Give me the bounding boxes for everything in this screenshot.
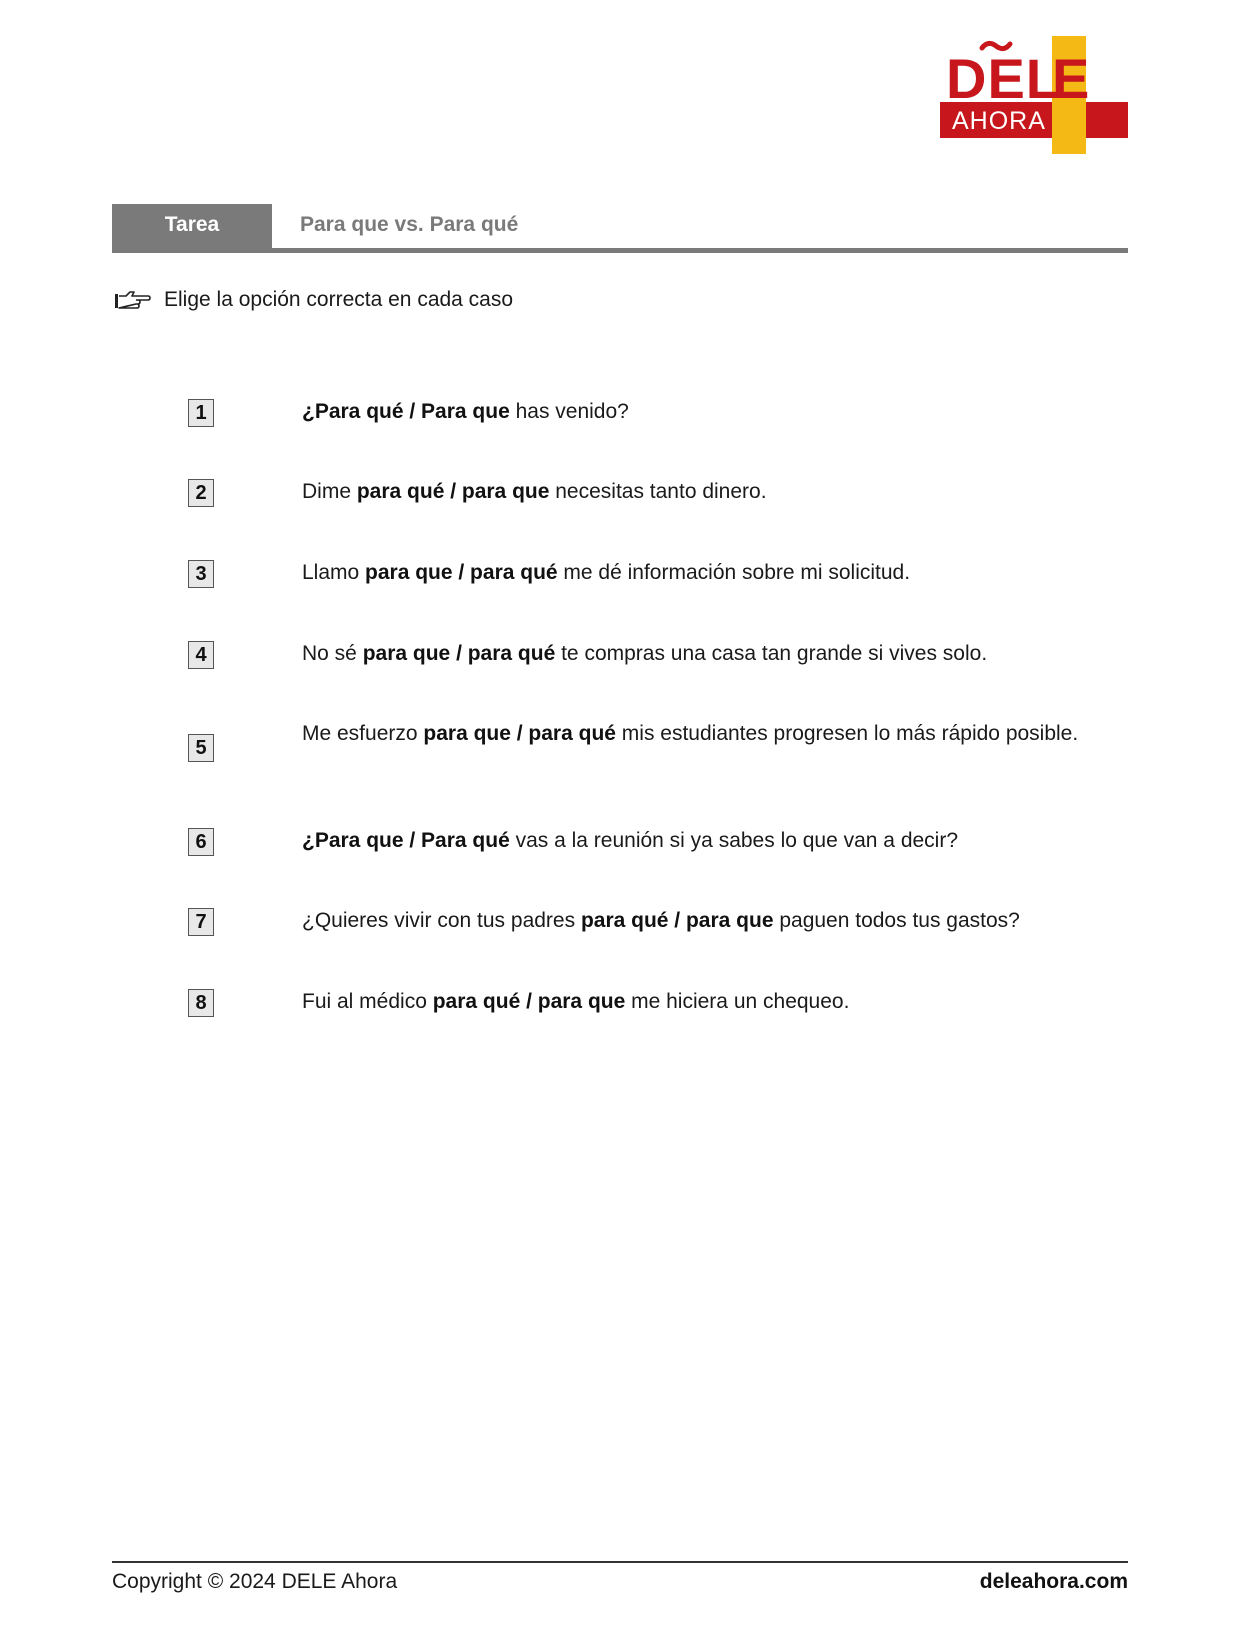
svg-text:DEL: DEL <box>946 47 1061 110</box>
item-number: 6 <box>188 828 214 856</box>
pointing-hand-icon <box>114 288 152 312</box>
item-number: 4 <box>188 641 214 669</box>
item-sentence: ¿Para que / Para qué vas a la reunión si ya sabes lo que van a decir? <box>302 829 959 852</box>
item-options: para qué / para que <box>580 909 774 932</box>
item-sentence: Dime para qué / para que necesitas tanto dinero. <box>302 480 767 503</box>
dele-ahora-logo <box>940 36 1128 156</box>
item-number: 1 <box>188 399 214 427</box>
task-header <box>112 204 1128 254</box>
footer-copyright: Copyright © 2024 DELE Ahora <box>112 1570 398 1593</box>
footer-website-link[interactable]: deleahora.com <box>979 1570 1128 1593</box>
item-options: para que / para qué <box>423 722 616 745</box>
task-title: Para que vs. Para qué <box>300 213 519 236</box>
item-options: para que / para qué <box>362 642 556 665</box>
item-sentence: Fui al médico para qué / para que me hiciera un chequeo. <box>302 990 850 1013</box>
item-options: para qué / para que <box>356 480 550 503</box>
item-number: 3 <box>188 560 214 588</box>
item-sentence: ¿Quieres vivir con tus padres para qué / para que paguen todos tus gastos? <box>302 909 1020 932</box>
item-options: ¿Para que / Para qué <box>302 829 510 852</box>
task-header-divider <box>112 248 1128 253</box>
task-tab-label: Tarea <box>112 204 272 250</box>
item-sentence: ¿Para qué / Para que has venido? <box>302 400 629 423</box>
item-number: 8 <box>188 989 214 1017</box>
item-sentence: No sé para que / para qué te compras una casa tan grande si vives solo. <box>302 642 988 665</box>
item-number: 2 <box>188 479 214 507</box>
svg-text:AHORA: AHORA <box>952 107 1046 135</box>
item-options: para qué / para que <box>432 990 626 1013</box>
item-sentence: Llamo para que / para qué me dé información sobre mi solicitud. <box>302 561 911 584</box>
footer-divider <box>112 1561 1128 1563</box>
item-sentence: Me esfuerzo para que / para qué mis estudiantes progresen lo más rápido posible. <box>302 722 1079 745</box>
item-options: para que / para qué <box>365 561 558 584</box>
instruction-text: Elige la opción correcta en cada caso <box>164 288 514 311</box>
svg-text:E: E <box>1052 47 1090 110</box>
instruction <box>114 284 513 316</box>
item-number: 5 <box>188 734 214 762</box>
item-number: 7 <box>188 908 214 936</box>
item-options: ¿Para qué / Para que <box>302 400 510 423</box>
